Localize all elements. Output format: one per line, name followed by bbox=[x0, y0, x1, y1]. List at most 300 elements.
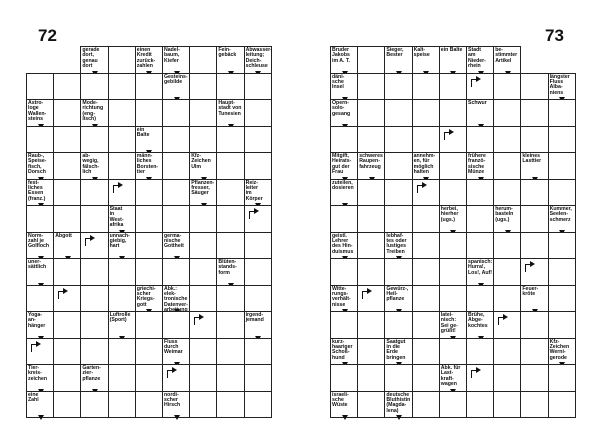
answer-cell[interactable] bbox=[357, 46, 385, 74]
clue-text: Saatgut in die Erde bringen bbox=[386, 338, 406, 361]
clue-cell bbox=[162, 73, 190, 101]
answer-cell[interactable] bbox=[439, 126, 467, 154]
clue-text: schweres Raupen- fahrzeug bbox=[359, 153, 383, 170]
answer-cell[interactable] bbox=[466, 73, 494, 101]
answer-cell[interactable] bbox=[439, 99, 467, 127]
answer-cell[interactable] bbox=[216, 179, 244, 207]
answer-cell[interactable] bbox=[135, 232, 163, 260]
clue-cell bbox=[384, 285, 412, 313]
answer-cell[interactable] bbox=[135, 73, 163, 101]
answer-cell[interactable] bbox=[189, 285, 217, 313]
arrow-right-icon bbox=[530, 261, 535, 267]
clue-text: irgend- jemand bbox=[245, 312, 264, 324]
answer-cell[interactable] bbox=[412, 285, 440, 313]
answer-cell[interactable] bbox=[493, 73, 521, 101]
arrow-right-icon bbox=[36, 341, 41, 347]
clue-text: deutsche Bluthistin (Magda- lena) bbox=[386, 391, 411, 414]
clue-cell bbox=[135, 285, 163, 313]
clue-cell bbox=[108, 232, 136, 260]
clue-text: spanisch: Hurra!, Los!, Auf! bbox=[468, 259, 493, 276]
answer-cell[interactable] bbox=[493, 179, 521, 207]
answer-cell[interactable] bbox=[357, 179, 385, 207]
answer-cell[interactable] bbox=[244, 285, 272, 313]
clue-text: be- stimmter Artikel bbox=[495, 47, 518, 64]
clue-text: griechi- scher Kriegs- gott bbox=[136, 285, 156, 308]
answer-cell[interactable] bbox=[162, 179, 190, 207]
answer-cell[interactable] bbox=[357, 205, 385, 233]
clue-cell bbox=[493, 46, 521, 74]
clue-text: Norm- zahl je Golfloch bbox=[28, 232, 50, 250]
answer-cell[interactable] bbox=[412, 73, 440, 101]
answer-cell[interactable] bbox=[357, 232, 385, 260]
answer-cell[interactable] bbox=[412, 311, 440, 339]
answer-cell[interactable] bbox=[244, 391, 272, 419]
answer-cell[interactable] bbox=[135, 258, 163, 286]
clue-text: Mode- richtung (eng- lisch) bbox=[82, 100, 104, 123]
arrow-down-icon bbox=[342, 415, 348, 420]
answer-cell[interactable] bbox=[53, 99, 81, 127]
clue-text: Reiz- leiter im Körper bbox=[245, 179, 263, 202]
answer-cell[interactable] bbox=[412, 126, 440, 154]
answer-cell[interactable] bbox=[466, 338, 494, 366]
answer-cell[interactable] bbox=[357, 73, 385, 101]
clue-cell bbox=[548, 338, 576, 366]
clue-cell bbox=[53, 232, 81, 260]
answer-cell[interactable] bbox=[330, 258, 358, 286]
clue-cell bbox=[520, 152, 548, 180]
answer-cell[interactable] bbox=[520, 258, 548, 286]
answer-cell[interactable] bbox=[466, 364, 494, 392]
clue-cell bbox=[384, 338, 412, 366]
answer-cell[interactable] bbox=[520, 205, 548, 233]
answer-cell[interactable] bbox=[412, 179, 440, 207]
answer-cell[interactable] bbox=[330, 364, 358, 392]
answer-cell[interactable] bbox=[439, 285, 467, 313]
answer-cell[interactable] bbox=[80, 311, 108, 339]
clue-text: Mitgift, Heirats- gut der Frau bbox=[332, 153, 352, 176]
answer-cell[interactable] bbox=[384, 205, 412, 233]
answer-cell[interactable] bbox=[548, 126, 576, 154]
answer-cell[interactable] bbox=[108, 46, 136, 74]
answer-cell[interactable] bbox=[80, 338, 108, 366]
answer-cell[interactable] bbox=[520, 391, 548, 419]
clue-cell bbox=[439, 205, 467, 233]
clue-cell bbox=[244, 46, 272, 74]
answer-cell[interactable] bbox=[548, 391, 576, 419]
answer-cell[interactable] bbox=[135, 311, 163, 339]
answer-cell[interactable] bbox=[189, 258, 217, 286]
clue-cell bbox=[384, 232, 412, 260]
answer-cell[interactable] bbox=[548, 232, 576, 260]
answer-cell[interactable] bbox=[466, 232, 494, 260]
answer-cell[interactable] bbox=[189, 205, 217, 233]
answer-cell[interactable] bbox=[135, 338, 163, 366]
clue-text: Haupt- stadt von Tunesien bbox=[218, 100, 242, 117]
answer-cell[interactable] bbox=[244, 152, 272, 180]
answer-cell[interactable] bbox=[26, 73, 54, 101]
answer-cell[interactable] bbox=[53, 152, 81, 180]
answer-cell[interactable] bbox=[108, 258, 136, 286]
answer-cell[interactable] bbox=[439, 152, 467, 180]
answer-cell[interactable] bbox=[412, 232, 440, 260]
answer-cell[interactable] bbox=[357, 364, 385, 392]
clue-cell bbox=[162, 285, 190, 313]
answer-cell[interactable] bbox=[135, 364, 163, 392]
clue-text: längster Fluss Alba- niens bbox=[549, 73, 570, 96]
clue-cell bbox=[108, 311, 136, 339]
clue-cell bbox=[330, 285, 358, 313]
left-page-number: 72 bbox=[38, 26, 57, 45]
clue-cell bbox=[439, 364, 467, 392]
clue-cell bbox=[330, 338, 358, 366]
answer-cell[interactable] bbox=[493, 391, 521, 419]
answer-cell[interactable] bbox=[53, 179, 81, 207]
clue-cell bbox=[439, 311, 467, 339]
answer-cell[interactable] bbox=[162, 99, 190, 127]
clue-cell bbox=[384, 391, 412, 419]
answer-cell[interactable] bbox=[53, 338, 81, 366]
clue-text: Abwasser- leitung; Deich- schleuse bbox=[245, 47, 272, 70]
answer-cell[interactable] bbox=[493, 99, 521, 127]
answer-cell[interactable] bbox=[466, 126, 494, 154]
clue-cell bbox=[162, 338, 190, 366]
arrow-right-icon bbox=[449, 129, 454, 135]
clue-text: ein Balte bbox=[440, 47, 463, 53]
clue-text: Kfz- Zeichen Werni- gerode bbox=[549, 338, 570, 361]
answer-cell[interactable] bbox=[439, 179, 467, 207]
clue-text: Opern- solo- gesang bbox=[332, 100, 351, 117]
answer-cell[interactable] bbox=[357, 391, 385, 419]
clue-text: einen Kredit zurück- zahlen bbox=[136, 47, 156, 70]
answer-cell[interactable] bbox=[108, 338, 136, 366]
answer-cell[interactable] bbox=[548, 179, 576, 207]
clue-text: geistl. Lehrer des Hin- duismus bbox=[332, 232, 354, 255]
answer-cell[interactable] bbox=[189, 338, 217, 366]
answer-cell[interactable] bbox=[216, 338, 244, 366]
clue-cell bbox=[135, 152, 163, 180]
answer-cell[interactable] bbox=[26, 338, 54, 366]
answer-cell[interactable] bbox=[53, 258, 81, 286]
clue-text: Stadt am Nieder- rhein bbox=[468, 47, 486, 70]
answer-cell[interactable] bbox=[80, 126, 108, 154]
answer-cell[interactable] bbox=[216, 364, 244, 392]
clue-text: männ- liches Borsten- tier bbox=[136, 153, 159, 176]
answer-cell[interactable] bbox=[520, 364, 548, 392]
answer-cell[interactable] bbox=[80, 285, 108, 313]
clue-cell bbox=[135, 46, 163, 74]
answer-cell[interactable] bbox=[439, 73, 467, 101]
clue-cell bbox=[330, 391, 358, 419]
answer-cell[interactable] bbox=[216, 205, 244, 233]
answer-cell[interactable] bbox=[244, 258, 272, 286]
clue-cell bbox=[548, 73, 576, 101]
clue-cell bbox=[466, 311, 494, 339]
answer-cell[interactable] bbox=[330, 311, 358, 339]
arrow-right-icon bbox=[254, 208, 259, 214]
clue-cell bbox=[26, 152, 54, 180]
clue-cell bbox=[412, 46, 440, 74]
clue-text: fest- liches Essen (franz.) bbox=[28, 179, 46, 202]
answer-cell[interactable] bbox=[162, 364, 190, 392]
answer-cell[interactable] bbox=[108, 99, 136, 127]
clue-cell bbox=[466, 46, 494, 74]
answer-cell[interactable] bbox=[53, 311, 81, 339]
answer-cell[interactable] bbox=[412, 258, 440, 286]
clue-text: Garten- zier- pflanze bbox=[82, 365, 101, 382]
clue-cell bbox=[466, 258, 494, 286]
clue-text: germa- nische Gottheit bbox=[164, 232, 184, 250]
answer-cell[interactable] bbox=[108, 179, 136, 207]
clue-cell bbox=[439, 46, 467, 74]
answer-cell[interactable] bbox=[244, 338, 272, 366]
answer-cell[interactable] bbox=[189, 232, 217, 260]
answer-cell[interactable] bbox=[520, 311, 548, 339]
answer-cell[interactable] bbox=[216, 73, 244, 101]
clue-text: Luftrolle (Sport) bbox=[109, 312, 131, 324]
answer-cell[interactable] bbox=[53, 391, 81, 419]
clue-text: zuteilen, dosieren bbox=[332, 179, 354, 191]
clue-text: Fein- gebäck bbox=[218, 47, 237, 59]
clue-text: Staat in West- afrika bbox=[109, 206, 124, 229]
answer-cell[interactable] bbox=[108, 364, 136, 392]
answer-cell[interactable] bbox=[330, 205, 358, 233]
clue-cell bbox=[244, 179, 272, 207]
clue-text: Nadel- baum, Kiefer bbox=[164, 47, 180, 64]
clue-cell bbox=[26, 311, 54, 339]
clue-cell bbox=[80, 46, 108, 74]
answer-cell[interactable] bbox=[357, 126, 385, 154]
clue-cell bbox=[330, 152, 358, 180]
answer-cell[interactable] bbox=[80, 232, 108, 260]
answer-cell[interactable] bbox=[108, 285, 136, 313]
answer-cell[interactable] bbox=[439, 338, 467, 366]
answer-cell[interactable] bbox=[26, 285, 54, 313]
clue-text: ein Balte bbox=[136, 126, 150, 138]
answer-cell[interactable] bbox=[189, 99, 217, 127]
answer-cell[interactable] bbox=[108, 73, 136, 101]
clue-text: frühere franzö- sische Münze bbox=[468, 153, 486, 176]
answer-cell[interactable] bbox=[548, 99, 576, 127]
answer-cell[interactable] bbox=[384, 99, 412, 127]
answer-cell[interactable] bbox=[520, 99, 548, 127]
answer-cell[interactable] bbox=[162, 258, 190, 286]
answer-cell[interactable] bbox=[520, 338, 548, 366]
clue-cell bbox=[330, 73, 358, 101]
answer-cell[interactable] bbox=[244, 126, 272, 154]
answer-cell[interactable] bbox=[384, 152, 412, 180]
answer-cell[interactable] bbox=[466, 205, 494, 233]
clue-text: Brühe, Abge- kochtes bbox=[468, 312, 488, 329]
clue-cell bbox=[26, 258, 54, 286]
answer-cell[interactable] bbox=[244, 99, 272, 127]
answer-cell[interactable] bbox=[216, 285, 244, 313]
answer-cell[interactable] bbox=[53, 126, 81, 154]
answer-cell[interactable] bbox=[520, 126, 548, 154]
answer-cell[interactable] bbox=[189, 73, 217, 101]
answer-cell[interactable] bbox=[135, 99, 163, 127]
answer-cell[interactable] bbox=[216, 126, 244, 154]
answer-cell[interactable] bbox=[189, 311, 217, 339]
answer-cell[interactable] bbox=[493, 285, 521, 313]
answer-cell[interactable] bbox=[493, 232, 521, 260]
answer-cell[interactable] bbox=[135, 391, 163, 419]
answer-cell[interactable] bbox=[357, 338, 385, 366]
clue-cell bbox=[216, 99, 244, 127]
clue-cell bbox=[466, 152, 494, 180]
clue-text: Tier- kreis- zeichen bbox=[28, 365, 48, 382]
answer-cell[interactable] bbox=[216, 311, 244, 339]
answer-cell[interactable] bbox=[357, 258, 385, 286]
clue-cell bbox=[548, 205, 576, 233]
answer-cell[interactable] bbox=[80, 73, 108, 101]
answer-cell[interactable] bbox=[26, 205, 54, 233]
clue-text: kurz- haariger Schoß- hund bbox=[332, 338, 353, 361]
clue-cell bbox=[216, 46, 244, 74]
clue-cell bbox=[80, 152, 108, 180]
answer-cell[interactable] bbox=[412, 99, 440, 127]
answer-cell[interactable] bbox=[189, 364, 217, 392]
answer-cell[interactable] bbox=[162, 311, 190, 339]
answer-cell[interactable] bbox=[162, 126, 190, 154]
answer-cell[interactable] bbox=[108, 152, 136, 180]
clue-text: gerade dort, genau dort bbox=[82, 47, 100, 70]
clue-cell bbox=[189, 152, 217, 180]
clue-cell bbox=[80, 99, 108, 127]
clue-cell bbox=[244, 311, 272, 339]
answer-cell[interactable] bbox=[412, 391, 440, 419]
answer-cell[interactable] bbox=[330, 126, 358, 154]
answer-cell[interactable] bbox=[548, 258, 576, 286]
clue-cell bbox=[108, 205, 136, 233]
answer-cell[interactable] bbox=[357, 99, 385, 127]
answer-cell[interactable] bbox=[493, 338, 521, 366]
clue-text: Fluss durch Weimar bbox=[164, 338, 183, 356]
answer-cell[interactable] bbox=[216, 232, 244, 260]
answer-cell[interactable] bbox=[520, 73, 548, 101]
clue-text: latei- nisch: Sei ge- grüßt! bbox=[440, 312, 458, 335]
answer-cell[interactable] bbox=[384, 258, 412, 286]
answer-cell[interactable] bbox=[439, 391, 467, 419]
answer-cell[interactable] bbox=[384, 311, 412, 339]
answer-cell[interactable] bbox=[53, 364, 81, 392]
answer-cell[interactable] bbox=[135, 179, 163, 207]
answer-cell[interactable] bbox=[493, 152, 521, 180]
answer-cell[interactable] bbox=[80, 391, 108, 419]
answer-cell[interactable] bbox=[108, 391, 136, 419]
clue-text: Yoga- an- hänger bbox=[28, 312, 46, 329]
clue-text: Kfz- Zeichen Ulm bbox=[191, 153, 211, 170]
clue-cell bbox=[357, 152, 385, 180]
answer-cell[interactable] bbox=[384, 364, 412, 392]
answer-cell[interactable] bbox=[493, 364, 521, 392]
answer-cell[interactable] bbox=[412, 364, 440, 392]
arrow-right-icon bbox=[503, 314, 508, 320]
answer-cell[interactable] bbox=[384, 179, 412, 207]
arrow-right-icon bbox=[476, 367, 481, 373]
answer-cell[interactable] bbox=[108, 126, 136, 154]
answer-cell[interactable] bbox=[357, 285, 385, 313]
clue-text: kleines Lasttier bbox=[522, 153, 542, 165]
answer-cell[interactable] bbox=[244, 364, 272, 392]
clue-text: Pflanzen- fresser, Säuger bbox=[191, 179, 215, 197]
answer-cell[interactable] bbox=[466, 391, 494, 419]
clue-cell bbox=[330, 99, 358, 127]
answer-cell[interactable] bbox=[548, 285, 576, 313]
answer-cell[interactable] bbox=[216, 152, 244, 180]
answer-cell[interactable] bbox=[520, 179, 548, 207]
answer-cell[interactable] bbox=[80, 179, 108, 207]
answer-cell[interactable] bbox=[135, 205, 163, 233]
clue-cell bbox=[162, 46, 190, 74]
answer-cell[interactable] bbox=[162, 152, 190, 180]
answer-cell[interactable] bbox=[53, 285, 81, 313]
answer-cell[interactable] bbox=[439, 232, 467, 260]
answer-cell[interactable] bbox=[384, 73, 412, 101]
right-page-number: 73 bbox=[545, 26, 564, 45]
clue-text: Gesteins- gebilde bbox=[164, 73, 188, 85]
arrow-right-icon bbox=[367, 288, 372, 294]
answer-cell[interactable] bbox=[244, 205, 272, 233]
clue-text: annehm- en, für möglich halten bbox=[413, 153, 436, 176]
answer-cell[interactable] bbox=[493, 311, 521, 339]
arrow-right-icon bbox=[63, 288, 68, 294]
answer-cell[interactable] bbox=[466, 179, 494, 207]
answer-cell[interactable] bbox=[189, 391, 217, 419]
arrow-right-icon bbox=[118, 182, 123, 188]
arrow-right-icon bbox=[422, 182, 427, 188]
answer-cell[interactable] bbox=[53, 205, 81, 233]
answer-cell[interactable] bbox=[548, 364, 576, 392]
clue-text: Astro- loge Wallen- steins bbox=[28, 100, 47, 123]
answer-cell[interactable] bbox=[466, 285, 494, 313]
clue-text: Sieger, Bester bbox=[386, 47, 404, 59]
clue-cell bbox=[162, 391, 190, 419]
clue-text: ab- wegig, fälsch- lich bbox=[82, 153, 100, 176]
answer-cell[interactable] bbox=[244, 232, 272, 260]
answer-cell[interactable] bbox=[216, 391, 244, 419]
answer-cell[interactable] bbox=[189, 46, 217, 74]
answer-cell[interactable] bbox=[53, 73, 81, 101]
answer-cell[interactable] bbox=[548, 152, 576, 180]
clue-text: nordi- scher Hirsch bbox=[164, 391, 181, 409]
answer-cell[interactable] bbox=[548, 311, 576, 339]
answer-cell[interactable] bbox=[384, 126, 412, 154]
arrow-right-icon bbox=[90, 235, 95, 241]
clue-cell bbox=[135, 126, 163, 154]
answer-cell[interactable] bbox=[80, 258, 108, 286]
answer-cell[interactable] bbox=[80, 205, 108, 233]
answer-cell[interactable] bbox=[162, 205, 190, 233]
answer-cell[interactable] bbox=[26, 126, 54, 154]
arrow-down-icon bbox=[396, 415, 402, 420]
answer-cell[interactable] bbox=[493, 258, 521, 286]
answer-cell[interactable] bbox=[493, 126, 521, 154]
clue-cell bbox=[330, 46, 358, 74]
clue-text: israeli- sche Wüste bbox=[332, 391, 349, 409]
clue-cell bbox=[412, 152, 440, 180]
answer-cell[interactable] bbox=[189, 126, 217, 154]
arrow-right-icon bbox=[476, 76, 481, 82]
answer-cell[interactable] bbox=[520, 232, 548, 260]
clue-cell bbox=[80, 364, 108, 392]
answer-cell[interactable] bbox=[412, 338, 440, 366]
clue-cell bbox=[330, 179, 358, 207]
clue-text: herum- basteln (ugs.) bbox=[495, 206, 514, 223]
answer-cell[interactable] bbox=[244, 73, 272, 101]
answer-cell[interactable] bbox=[357, 311, 385, 339]
answer-cell[interactable] bbox=[412, 205, 440, 233]
answer-cell[interactable] bbox=[439, 258, 467, 286]
